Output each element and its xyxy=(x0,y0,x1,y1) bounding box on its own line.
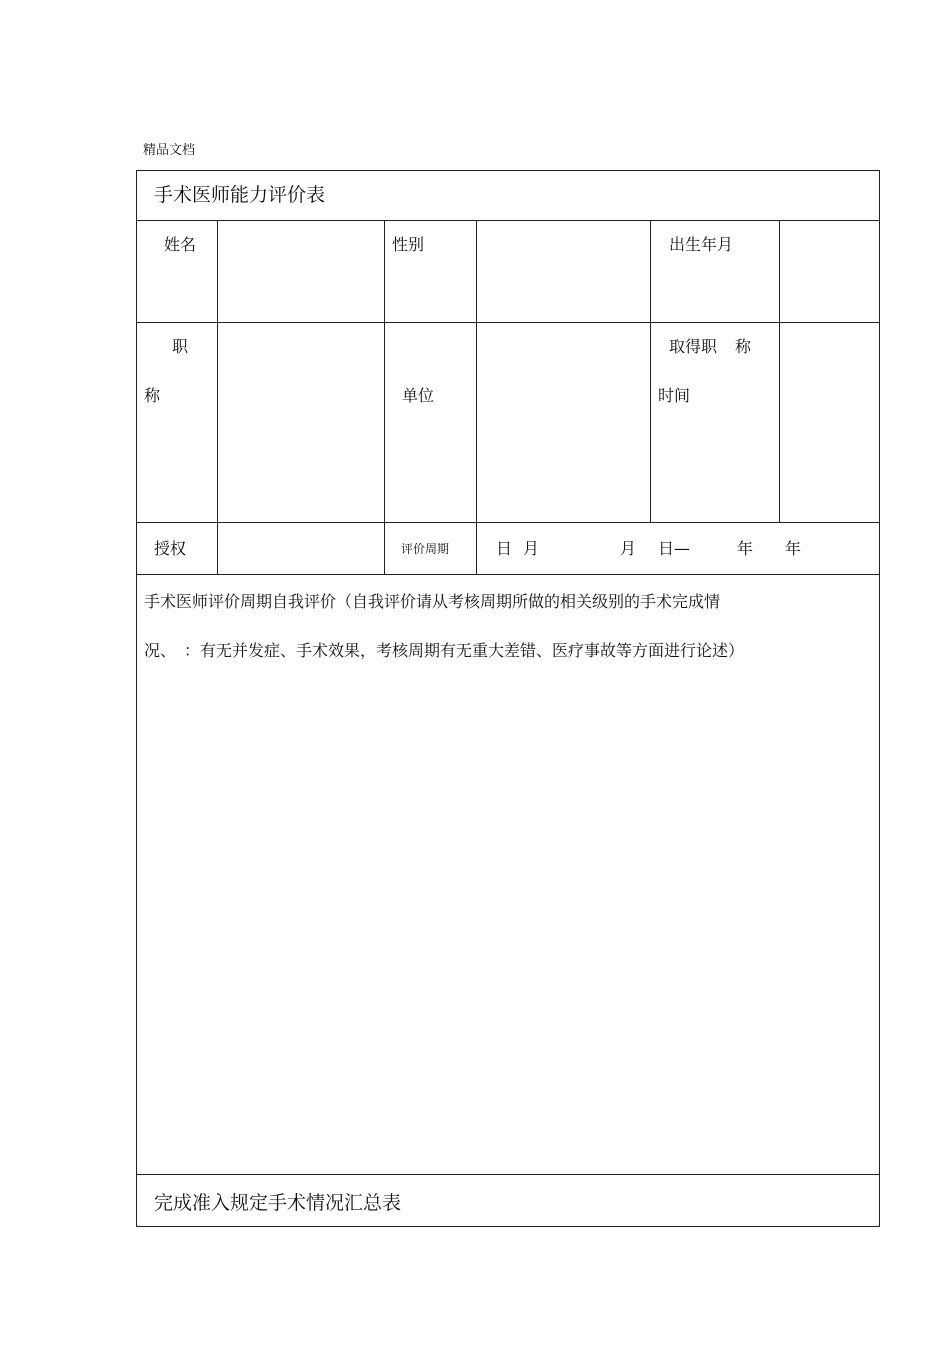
rule-under-title xyxy=(137,220,879,221)
period-year-2: 年 xyxy=(785,539,802,558)
label-unit: 单位 xyxy=(402,386,435,405)
summary-title: 完成准入规定手术情况汇总表 xyxy=(154,1192,402,1214)
label-gender: 性别 xyxy=(392,235,425,254)
header-note: 精品文档 xyxy=(143,143,196,158)
period-month-2: 月 xyxy=(620,539,637,558)
label-name: 姓名 xyxy=(164,235,197,254)
label-title-part1: 职 xyxy=(172,337,189,356)
label-title-part2: 称 xyxy=(144,386,161,405)
rule-under-row2 xyxy=(137,522,879,523)
rule-under-row3 xyxy=(137,574,879,575)
col-divider-5 xyxy=(779,220,780,522)
label-title-date-part2: 称 xyxy=(735,337,752,356)
col-divider-2 xyxy=(384,220,385,574)
label-title-date-part3: 时间 xyxy=(658,386,691,405)
self-eval-line-2: 况、 ：有无并发症、手术效果，考核周期有无重大差错、医疗事故等方面进行论述） xyxy=(144,641,745,660)
col-divider-4 xyxy=(650,220,651,522)
period-month-1: 月 xyxy=(523,539,540,558)
period-day-2: 日— xyxy=(658,539,691,558)
label-title-date-part1: 取得职 xyxy=(669,337,718,356)
form-title: 手术医师能力评价表 xyxy=(154,184,326,206)
period-day-1: 日 xyxy=(496,539,513,558)
col-divider-1 xyxy=(217,220,218,574)
col-divider-3 xyxy=(476,220,477,574)
evaluation-form xyxy=(136,170,880,1227)
self-eval-line-1: 手术医师评价周期自我评价（自我评价请从考核周期所做的相关级别的手术完成情 xyxy=(144,592,721,611)
label-birth: 出生年月 xyxy=(669,235,734,254)
label-authorization: 授权 xyxy=(154,539,187,558)
rule-above-summary xyxy=(137,1174,879,1175)
rule-under-row1 xyxy=(137,322,879,323)
period-year-1: 年 xyxy=(737,539,754,558)
label-eval-period: 评价周期 xyxy=(401,542,450,556)
